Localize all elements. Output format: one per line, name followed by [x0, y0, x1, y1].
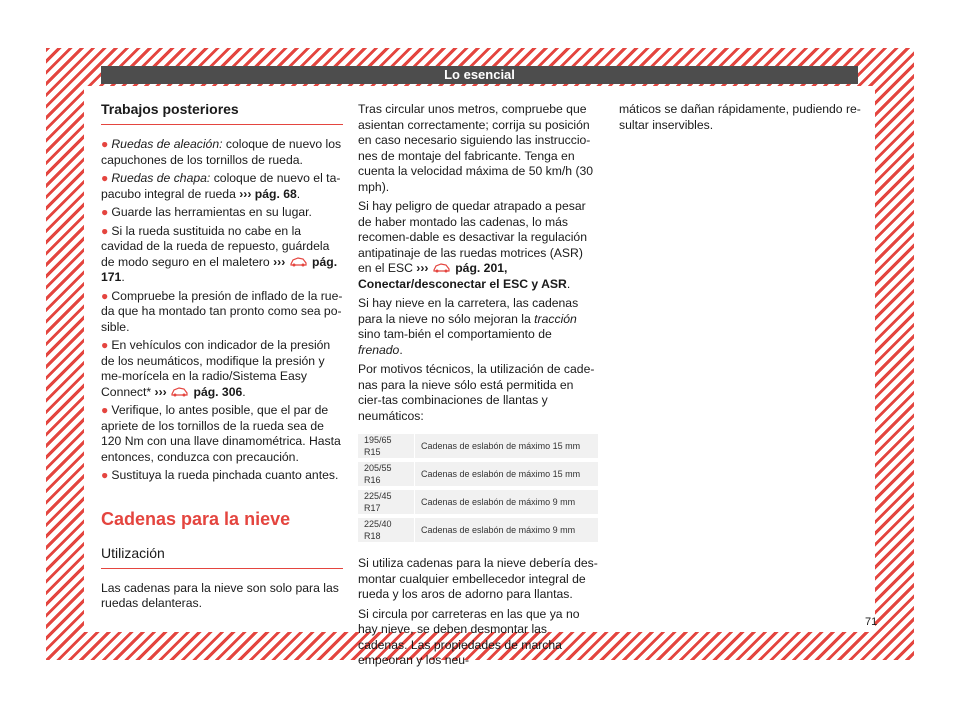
page-number: 71 — [865, 616, 878, 628]
list-item — [101, 468, 343, 484]
table-cell-size: 195/65 R15 — [358, 434, 415, 458]
table-cell-desc: Cadenas de eslabón de máximo 15 mm — [415, 434, 598, 458]
paragraph — [358, 296, 599, 358]
tire-chain-table — [358, 430, 598, 546]
column-3 — [619, 102, 862, 133]
page-reference-link[interactable]: pág. 201, Conectar/desconectar el ESC y ASR — [358, 261, 567, 291]
table-cell-size: 225/40 R18 — [358, 518, 415, 542]
paragraph: máticos se dañan rápidamente, pudiendo re-sultar inservibles. — [619, 102, 861, 132]
item-text: coloque de nuevo los capuchones de los tornillos de rueda. — [101, 137, 342, 167]
page-reference-arrows: ››› — [154, 384, 167, 399]
paragraph-text: sino tam-bién el comportamiento de — [358, 327, 552, 341]
header-bar: Lo esencial — [101, 66, 858, 84]
table-row — [358, 434, 598, 458]
paragraph-text: Si hay nieve en la carretera, las cadenas para la nieve no sólo mejoran la — [358, 296, 579, 326]
paragraph-text: Si hay peligro de quedar atrapado a pesar de haber montado las cadenas, lo más recomen-dable es desactivar la regulación antipatinaje de las ruedas motrices (ASR) en el ESC — [358, 199, 587, 275]
list-item — [101, 205, 343, 221]
paragraph-text: . — [566, 276, 571, 291]
list-item — [101, 289, 343, 336]
emphasis-text: tracción — [534, 311, 577, 326]
table-row — [358, 462, 598, 486]
section-title: Trabajos posteriores — [101, 100, 343, 125]
item-text: Verifique, lo antes posible, que el par de apriete de los tornillos de la rueda sea de 120 Nm con una llave dinamométrica. Hasta entonces, conduzca con precaución. — [101, 403, 341, 464]
item-text: Guarde las herramientas en su lugar. — [111, 205, 312, 219]
item-text: Compruebe la presión de inflado de la rue-da que ha montado tan pronto como sea po-sible. — [101, 288, 343, 334]
item-text: . — [296, 186, 301, 201]
page-reference-link[interactable]: pág. 171 — [101, 254, 338, 284]
car-warning-icon — [432, 262, 452, 273]
item-text: En vehículos con indicador de la presión de los neumáticos, modifique la presión y me-morícela en la radio/Sistema Easy Connect* — [101, 338, 331, 399]
bullet-icon: ● — [101, 403, 109, 417]
paragraph — [358, 199, 599, 292]
bullet-list — [101, 137, 343, 484]
list-item — [101, 338, 343, 400]
bullet-icon: ● — [101, 205, 109, 219]
bullet-icon: ● — [101, 223, 109, 238]
item-text: . — [242, 384, 246, 399]
car-warning-icon — [170, 386, 190, 397]
paragraph: Por motivos técnicos, la utilización de cade-nas para la nieve sólo está permitida en cier-tas combinaciones de llantas y neumáticos: — [358, 362, 595, 423]
table-cell-desc: Cadenas de eslabón de máximo 9 mm — [415, 490, 598, 514]
column-2 — [358, 102, 599, 669]
bullet-icon: ● — [101, 137, 109, 151]
item-emphasis: Ruedas de aleación: — [111, 137, 223, 151]
page-reference-link[interactable]: ››› pág. 68 — [239, 186, 297, 201]
car-warning-icon — [289, 256, 309, 267]
bullet-icon: ● — [101, 171, 109, 185]
table-cell-desc: Cadenas de eslabón de máximo 15 mm — [415, 462, 598, 486]
bullet-icon: ● — [101, 288, 109, 303]
bullet-icon: ● — [101, 338, 109, 352]
bullet-icon: ● — [101, 468, 109, 482]
subsection-title: Utilización — [101, 544, 343, 569]
paragraph: Si utiliza cadenas para la nieve debería des-montar cualquier embellecedor integral de rueda y los aros de adorno para llantas. — [358, 556, 598, 601]
page-body — [84, 86, 878, 667]
page-reference-link[interactable]: pág. 306 — [190, 384, 243, 399]
table-row — [358, 518, 598, 542]
page-reference-arrows: ››› — [416, 261, 429, 275]
paragraph-text: . — [399, 342, 403, 357]
item-text: . — [121, 270, 125, 284]
table-cell-size: 225/45 R17 — [358, 490, 415, 514]
table-cell-desc: Cadenas de eslabón de máximo 9 mm — [415, 518, 598, 542]
page-reference-arrows: ››› — [273, 254, 286, 269]
paragraph: Si circula por carreteras en las que ya no hay nieve, se deben desmontar las cadenas. Las propiedades de marcha empeoran y los neu- — [358, 606, 580, 667]
table-row — [358, 490, 598, 514]
list-item — [101, 171, 343, 202]
list-item — [101, 403, 343, 465]
item-text: Sustituya la rueda pinchada cuanto antes. — [111, 468, 339, 482]
item-text: Si la rueda sustituida no cabe en la cavidad de la rueda de repuesto, guárdela de modo seguro en el maletero — [101, 223, 330, 269]
item-text: coloque de nuevo el ta-pacubo integral de rueda — [101, 171, 341, 201]
chapter-title: Cadenas para la nieve — [101, 508, 291, 529]
table-cell-size: 205/55 R16 — [358, 462, 415, 486]
paragraph: Las cadenas para la nieve son solo para las ruedas delanteras. — [101, 580, 339, 610]
list-item — [101, 224, 343, 286]
column-1 — [101, 100, 343, 612]
item-emphasis: Ruedas de chapa: — [111, 171, 211, 185]
paragraph: Tras circular unos metros, compruebe que asientan correctamente; corrija su posición en caso necesario siguiendo las instruccio-nes de montaje del fabricante. Tenga en cuenta la velocidad máxima de 50 km/h (30 mph). — [358, 102, 594, 194]
emphasis-text: frenado — [358, 342, 400, 357]
list-item — [101, 137, 343, 168]
